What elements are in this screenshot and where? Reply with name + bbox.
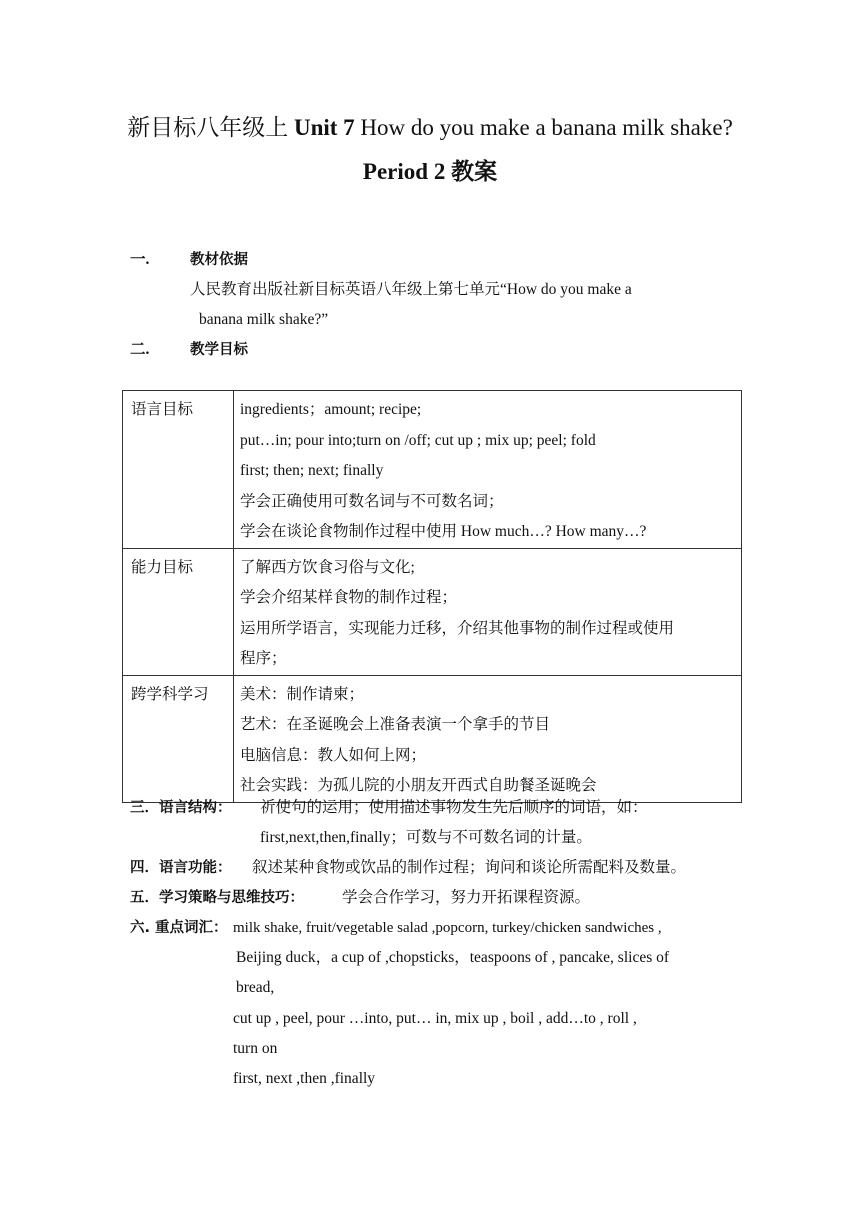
content-line: 社会实践：为孤儿院的小朋友开西式自助餐圣诞晚会 (240, 777, 597, 794)
section4-heading: 四．语言功能： (130, 860, 232, 876)
section4-body: 叙述某种食物或饮品的制作过程；询问和谈论所需配料及数量。 (252, 859, 687, 876)
content-line: 电脑信息：教人如何上网； (240, 746, 427, 764)
row-label: 能力目标 (123, 548, 234, 675)
table-row (123, 391, 742, 549)
content-line: 了解西方饮食习俗与文化; (240, 558, 415, 576)
content-line: 美术：制作请柬； (240, 685, 365, 703)
section3-line1: 祈使句的运用；使用描述事物发生先后顺序的词语，如： (260, 799, 648, 816)
section6-line2: Beijing duck，a cup of ,chopsticks，teaspoons of , pancake, slices of (236, 949, 670, 966)
section6-line4: cut up , peel, pour …into, put… in, mix up , boil , add…to , roll , (233, 1010, 637, 1027)
section3-heading: 三．语言结构： (130, 800, 232, 816)
section1-heading: 教材依据 (190, 252, 248, 268)
section1-number: 一. (130, 251, 150, 268)
content-line: first; then; next; finally (240, 462, 384, 479)
title-unit: Unit 7 (293, 115, 355, 140)
content-line: 程序； (240, 650, 287, 667)
row-label: 语言目标 (123, 391, 234, 549)
section2-number: 二. (130, 341, 150, 358)
section6-line6: first, next ,then ,finally (233, 1070, 376, 1087)
row-content (234, 548, 742, 675)
section5-body: 学会合作学习，努力开拓课程资源。 (342, 889, 591, 906)
document-title (0, 113, 860, 143)
table-row (123, 675, 742, 802)
section6-line1: milk shake, fruit/vegetable salad ,popcorn, turkey/chicken sandwiches , (233, 920, 662, 936)
section1-body-line1: 人民教育出版社新目标英语八年级上第七单元“How do you make a (190, 281, 632, 298)
row-content (234, 675, 742, 802)
section6-line5: turn on (233, 1040, 278, 1057)
content-line: ingredients；amount; recipe; (240, 401, 422, 418)
section5-heading: 五．学习策略与思维技巧： (130, 890, 304, 906)
section2-heading: 教学目标 (190, 342, 248, 358)
content-line: 学会在谈论食物制作过程中使用 How much…? How many…? (240, 523, 647, 540)
content-line: 学会正确使用可数名词与不可数名词； (240, 492, 504, 510)
title-question: How do you make a banana milk shake? (360, 115, 733, 140)
section3-line2: first,next,then,finally；可数与不可数名词的计量。 (260, 829, 592, 846)
row-label: 跨学科学习 (123, 675, 234, 802)
title-chinese: 新目标八年级上 (127, 115, 289, 140)
goals-table (122, 390, 742, 803)
content-line: 运用所学语言，实现能力迁移，介绍其他事物的制作过程或使用 (240, 619, 675, 637)
content-line: put…in; pour into;turn on /off; cut up ; mix up; peel; fold (240, 431, 596, 449)
content-line: 学会介绍某样食物的制作过程； (240, 589, 458, 606)
section6-heading: 六. 重点词汇： (130, 920, 228, 936)
row-content (234, 391, 742, 549)
content-line: 艺术：在圣诞晚会上准备表演一个拿手的节目 (240, 716, 551, 733)
section6-line3: bread, (236, 979, 275, 996)
document-subtitle: Period 2 教案 (362, 159, 498, 184)
table-row (123, 548, 742, 675)
section1-body-line2: banana milk shake?” (199, 311, 329, 328)
